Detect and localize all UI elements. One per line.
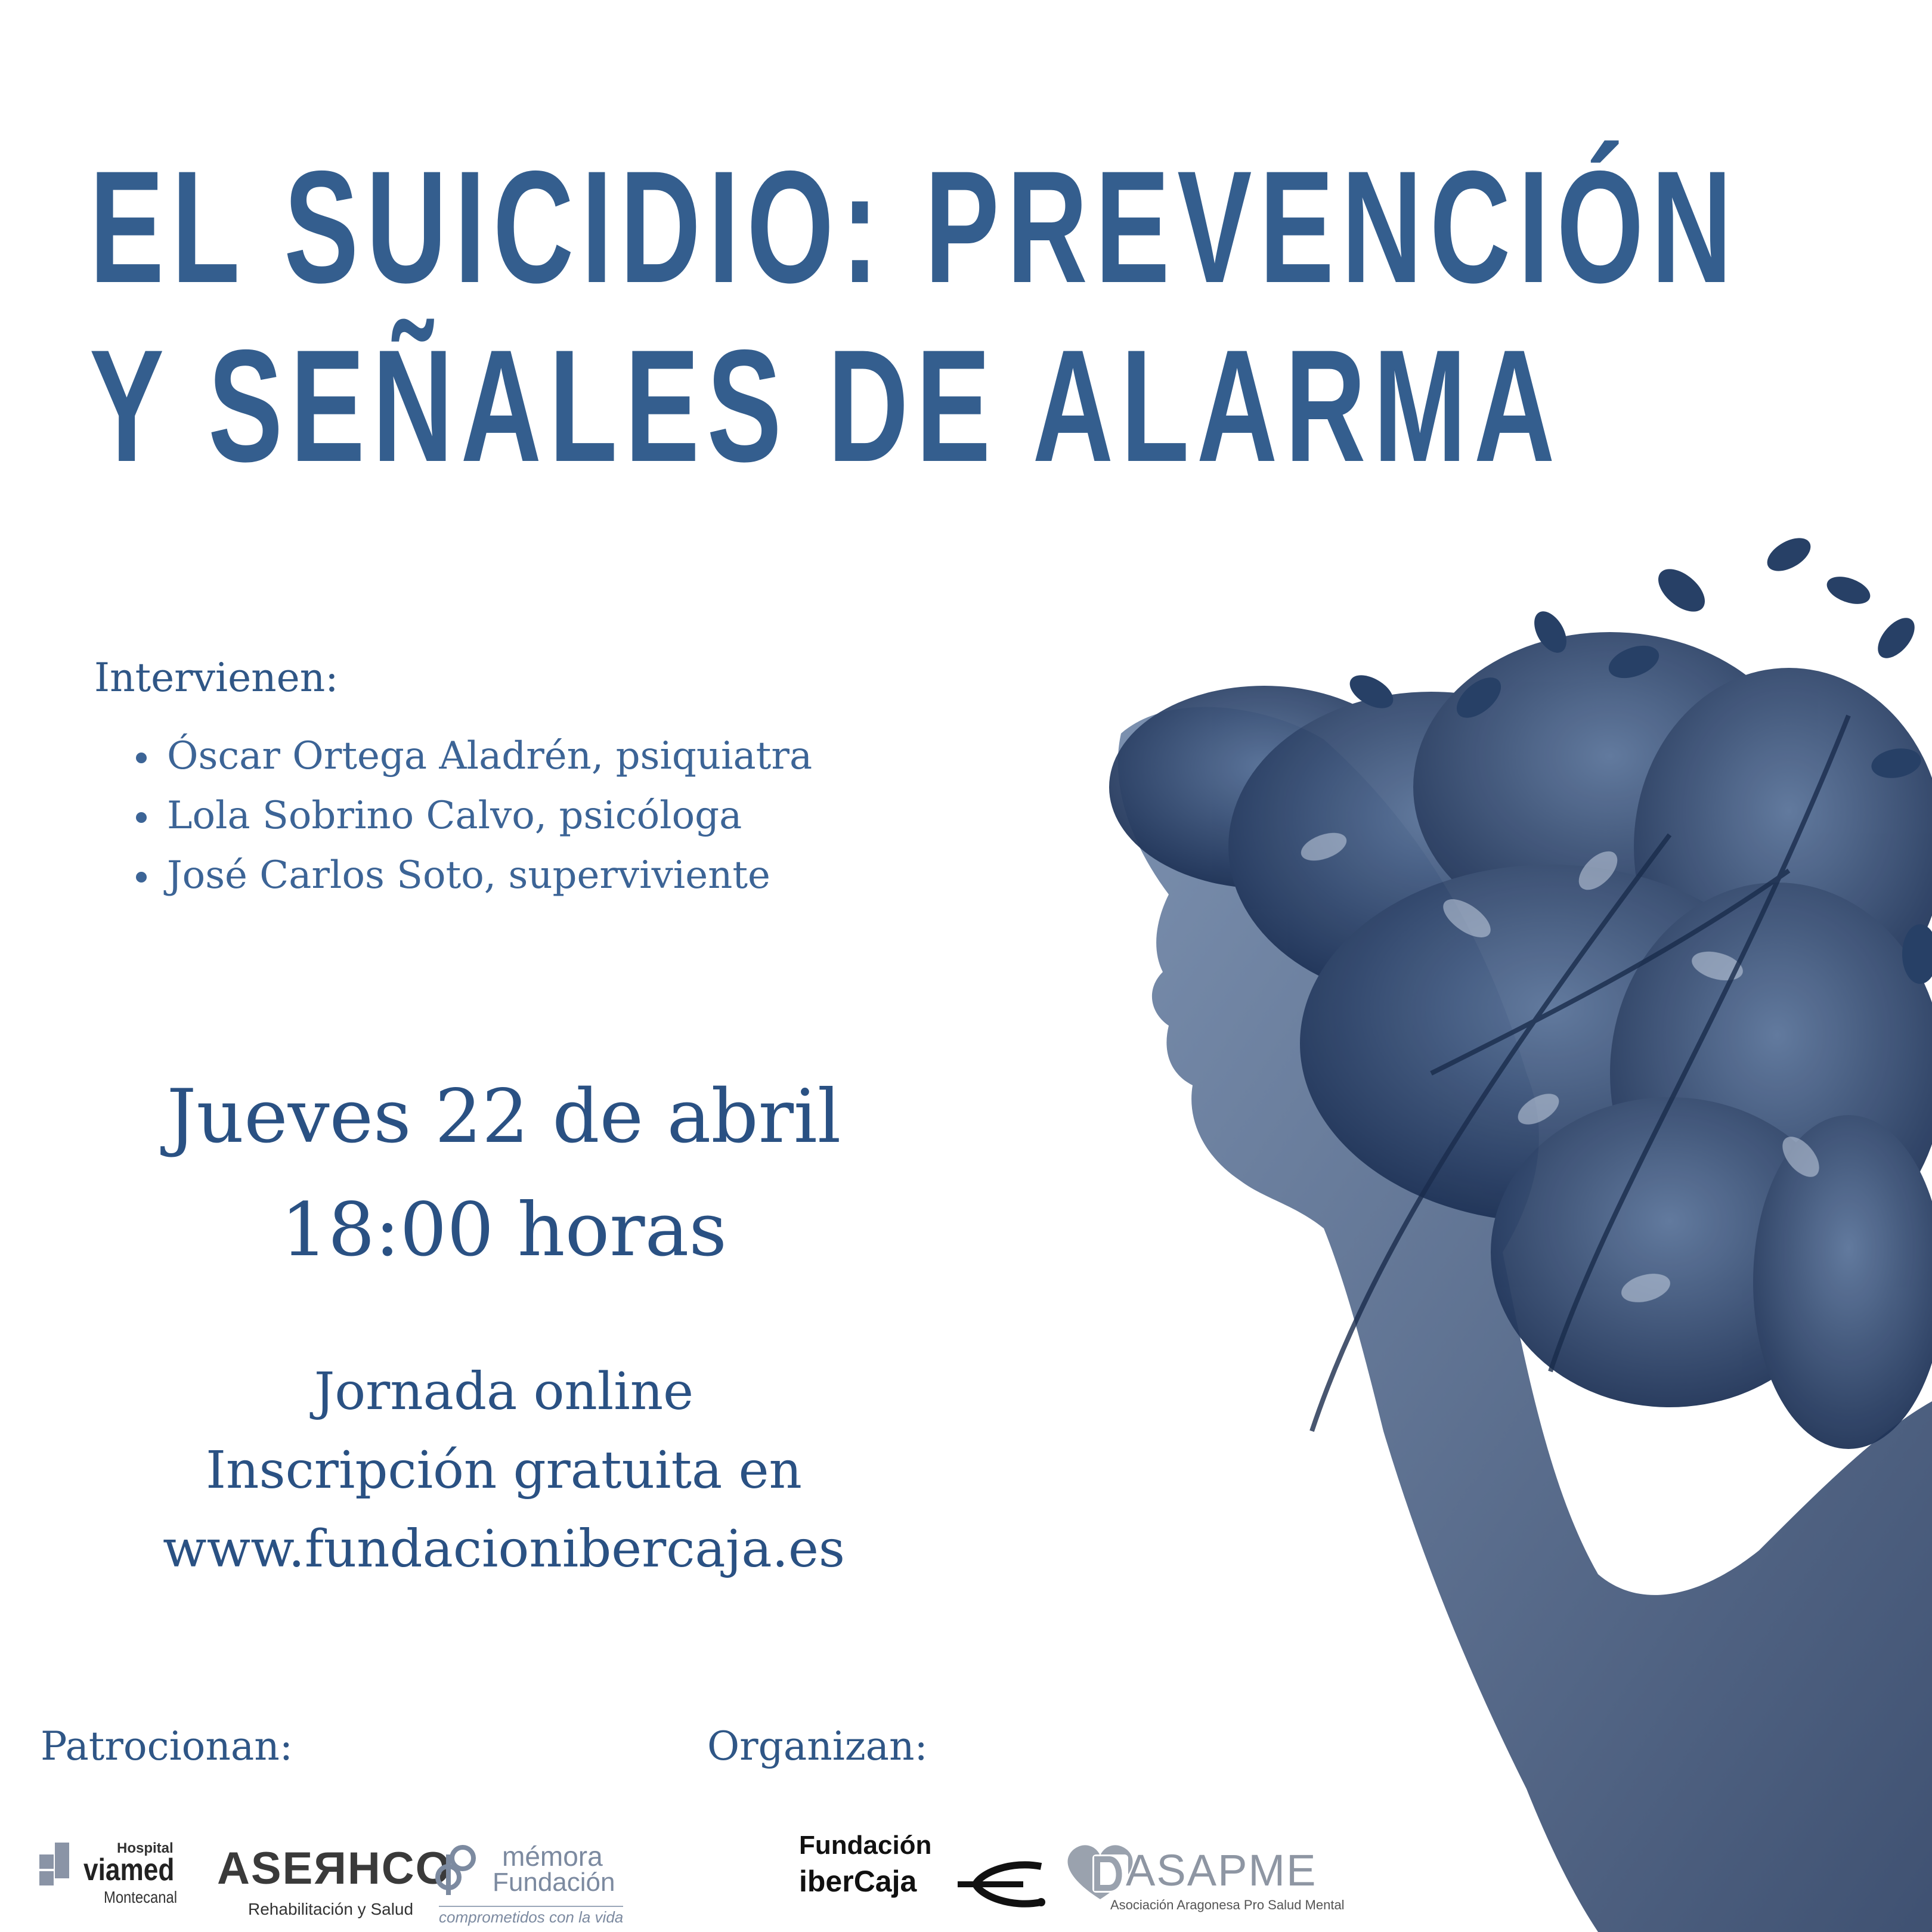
title-line-1: EL SUICIDIO: PREVENCIÓN — [89, 137, 1740, 316]
event-title — [89, 137, 1739, 495]
registration-text: Inscripción gratuita en — [206, 1441, 802, 1500]
registration-url[interactable]: www.fundacionibercaja.es — [162, 1519, 846, 1579]
asapme-logo — [1061, 1843, 1348, 1920]
speaker-item: Óscar Ortega Aladrén, psiquiatra — [136, 726, 812, 786]
organizers-label: Organizan: — [707, 1723, 928, 1769]
viamed-logo — [39, 1837, 206, 1914]
asapme-sub: Asociación Aragonesa Pro Salud Mental — [1110, 1897, 1345, 1912]
ibercaja-line2: iberCaja — [799, 1865, 917, 1898]
memora-main: mémora — [502, 1841, 603, 1872]
profile-leaves-image — [1014, 537, 1932, 1932]
asapme-main: ASAPME — [1126, 1846, 1317, 1895]
memora-mark-icon — [435, 1843, 477, 1896]
viamed-main: viamed — [83, 1853, 175, 1887]
sponsors-label: Patrocionan: — [41, 1723, 293, 1769]
event-date: Jueves 22 de abril — [166, 1074, 841, 1160]
ibercaja-line1: Fundación — [799, 1831, 932, 1860]
viamed-sub: Montecanal — [104, 1888, 178, 1906]
aserhco-logo — [217, 1843, 452, 1920]
ibercaja-mark-icon — [958, 1860, 1047, 1908]
title-line-2: Y SEÑALES DE ALARMA — [89, 316, 1562, 495]
speaker-item: José Carlos Soto, superviviente — [136, 846, 812, 905]
aserhco-main: ASEЯHCO — [217, 1843, 452, 1894]
memora-logo — [435, 1840, 638, 1930]
memora-sub: Fundación — [493, 1868, 615, 1897]
viamed-mark-icon — [39, 1843, 81, 1896]
event-format: Jornada online — [314, 1362, 694, 1422]
aserhco-sub: Rehabilitación y Salud — [248, 1900, 414, 1918]
ibercaja-logo — [799, 1831, 1049, 1908]
speakers-label: Intervienen: — [94, 655, 339, 701]
speakers-list — [136, 726, 812, 905]
speaker-item: Lola Sobrino Calvo, psicóloga — [136, 786, 812, 846]
viamed-top: Hospital — [117, 1840, 174, 1856]
event-time: 18:00 horas — [280, 1187, 727, 1273]
memora-tagline: comprometidos con la vida — [439, 1906, 623, 1927]
